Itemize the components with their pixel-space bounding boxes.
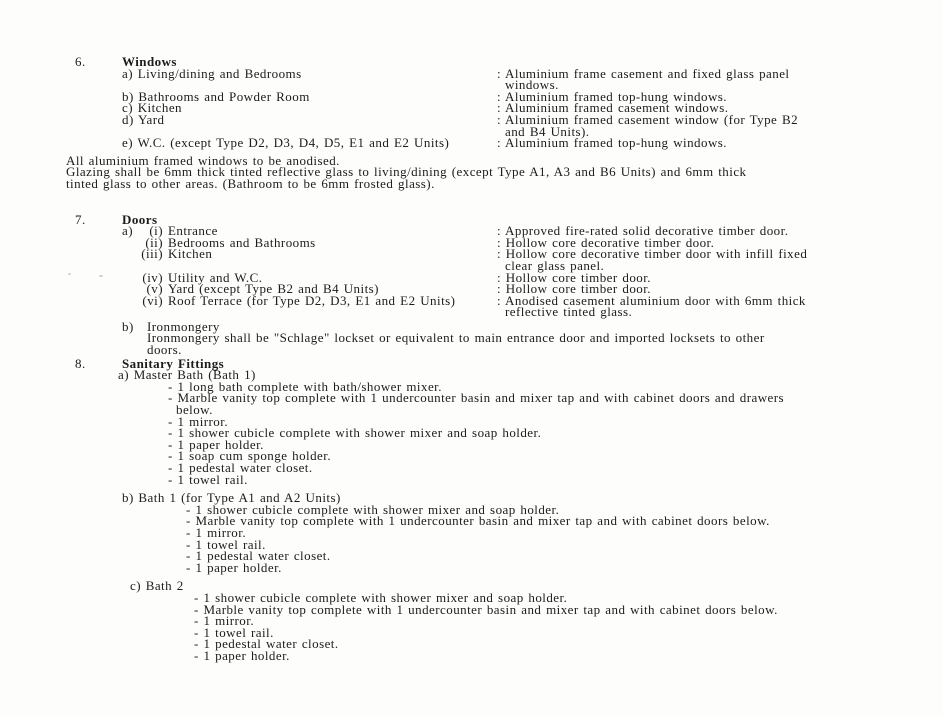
fitting-item <box>194 615 943 627</box>
spec-description-line: : Hollow core timber door. <box>497 269 651 285</box>
item-numeral: (v) <box>146 281 163 297</box>
windows-spec-table <box>122 65 943 151</box>
fitting-item-line: - 1 towel rail. <box>194 624 274 640</box>
fitting-group-bath-1 <box>75 492 943 573</box>
spec-row <box>122 292 943 320</box>
spec-label: a) Living/dining and Bedrooms <box>122 65 302 81</box>
fitting-item-line: - 1 mirror. <box>168 413 229 429</box>
fitting-group-label: c) Bath 2 <box>130 578 184 594</box>
spec-label: d) Yard <box>122 111 165 127</box>
spec-description-line: : Approved fire-rated solid decorative timber door. <box>497 223 789 239</box>
fitting-item-line: - Marble vanity top complete with 1 undercounter basin and mixer tap and with cabinet doors below. <box>194 601 778 617</box>
spec-description-line: : Aluminium framed casement window (for Type B2 <box>497 111 799 127</box>
fitting-item-line: - 1 pedestal water closet. <box>186 548 331 564</box>
spec-label <box>122 292 497 318</box>
fitting-item-line: - 1 shower cubicle complete with shower mixer and soap holder. <box>194 589 568 605</box>
fitting-items <box>194 589 943 663</box>
section-title: Windows <box>122 54 177 69</box>
fitting-item <box>168 427 943 439</box>
section-title: Doors <box>122 211 158 227</box>
spec-description-line: clear glass panel. <box>505 257 605 273</box>
spec-description-line: reflective tinted glass. <box>505 304 633 320</box>
fitting-item-line: - 1 soap cum sponge holder. <box>168 448 332 464</box>
spec-label: e) W.C. (except Type D2, D3, D4, D5, E1 and E2 Units) <box>122 135 450 151</box>
spec-description-line: : Aluminium framed casement windows. <box>497 100 729 116</box>
spec-label: b) Bathrooms and Powder Room <box>122 88 310 104</box>
spec-row <box>122 65 943 93</box>
fitting-item-line: - Marble vanity top complete with 1 undercounter basin and mixer tap and with cabinet doors and drawers <box>168 390 785 406</box>
ironmongery-text-line: doors. <box>147 342 182 358</box>
fitting-group-label: a) Master Bath (Bath 1) <box>118 367 256 383</box>
section-number: 7. <box>75 211 86 227</box>
fitting-item <box>194 647 943 663</box>
item-letter: b) <box>122 318 134 334</box>
item-letter: a) <box>122 223 133 239</box>
fitting-item-line: - 1 shower cubicle complete with shower mixer and soap holder. <box>168 425 542 441</box>
spec-row <box>122 111 943 139</box>
fitting-items <box>186 501 943 575</box>
ironmongery-body <box>147 318 765 358</box>
fitting-group-label: b) Bath 1 (for Type A1 and A2 Units) <box>122 490 341 506</box>
spec-description-line: : Aluminium frame casement and fixed glass panel <box>497 65 790 81</box>
fitting-item <box>168 390 943 418</box>
item-numeral: (iv) <box>142 269 163 285</box>
spec-description-line: windows. <box>505 77 559 93</box>
fitting-item <box>186 515 943 527</box>
fitting-group-master-bath <box>75 369 943 485</box>
fitting-item <box>168 471 943 487</box>
item-name: Roof Terrace (for Type D2, D3, E1 and E2 Units) <box>168 292 456 308</box>
ironmongery-text-line: Ironmongery shall be "Schlage" lockset or equivalent to main entrance door and imported locksets to other <box>147 330 765 346</box>
fitting-items <box>168 378 943 487</box>
fitting-item-line: - 1 long bath complete with bath/shower mixer. <box>168 378 442 394</box>
item-name: Kitchen <box>168 246 213 262</box>
item-numeral: (vi) <box>142 292 163 308</box>
section-title: Sanitary Fittings <box>122 355 225 371</box>
ironmongery-title: Ironmongery <box>147 318 220 334</box>
spec-description-line: : Hollow core decorative timber door with infill fixed <box>497 246 808 262</box>
section-doors <box>75 211 943 358</box>
item-name: Yard (except Type B2 and B4 Units) <box>168 281 379 297</box>
fitting-item <box>186 550 943 562</box>
scan-artifact <box>68 273 71 275</box>
spec-description-line: and B4 Units). <box>505 123 590 139</box>
spec-label: c) Kitchen <box>122 100 183 116</box>
scan-artifact <box>99 275 103 277</box>
fitting-item <box>194 638 943 650</box>
fitting-item <box>186 559 943 575</box>
note-line: Glazing shall be 6mm thick tinted reflective glass to living/dining (except Type A1, A3 and B6 Units) and 6mm thick <box>66 164 747 180</box>
doors-spec-table <box>122 225 943 318</box>
spec-description-line: : Hollow core timber door. <box>497 281 651 297</box>
fitting-item-line: - 1 paper holder. <box>194 647 290 663</box>
fitting-item-line: - 1 mirror. <box>186 524 247 540</box>
spec-row <box>122 137 943 149</box>
spec-description <box>497 248 807 271</box>
item-name: Utility and W.C. <box>168 269 263 285</box>
spec-description <box>497 137 727 149</box>
item-numeral: (ii) <box>145 234 163 250</box>
note-line: All aluminium framed windows to be anodised. <box>66 152 340 168</box>
spec-description-line: : Hollow core decorative timber door. <box>497 234 715 250</box>
fitting-group-bath-2 <box>75 580 943 661</box>
spec-description <box>497 292 806 320</box>
fitting-item-line: - 1 pedestal water closet. <box>194 636 339 652</box>
spec-description-line: : Aluminium framed top-hung windows. <box>497 135 727 151</box>
ironmongery-block <box>122 318 943 358</box>
fitting-item-line: - 1 paper holder. <box>186 559 282 575</box>
fitting-item-line: - 1 shower cubicle complete with shower mixer and soap holder. <box>186 501 560 517</box>
fitting-item-line: - 1 towel rail. <box>186 536 266 552</box>
fitting-item-line: - 1 towel rail. <box>168 471 248 487</box>
spec-description-line: : Aluminium framed top-hung windows. <box>497 88 727 104</box>
fitting-item-line: below. <box>176 402 213 418</box>
fitting-item <box>186 524 943 540</box>
item-numeral: (i) <box>149 223 163 239</box>
fitting-item-line: - 1 pedestal water closet. <box>168 460 313 475</box>
fitting-item <box>168 462 943 474</box>
windows-notes <box>66 152 943 191</box>
spec-label <box>122 248 497 271</box>
fitting-item <box>194 601 943 617</box>
fitting-item-line: - 1 paper holder. <box>168 436 264 452</box>
spec-description-line: : Anodised casement aluminium door with 6mm thick <box>497 292 806 308</box>
spec-description <box>497 65 790 93</box>
fitting-item-line: - 1 mirror. <box>194 613 255 629</box>
item-name: Entrance <box>168 223 218 239</box>
section-windows <box>66 54 943 191</box>
section-number: 8. <box>75 355 86 371</box>
fitting-item-line: - Marble vanity top complete with 1 undercounter basin and mixer tap and with cabinet doors below. <box>186 513 770 529</box>
section-sanitary-fittings <box>75 355 943 663</box>
spec-description <box>497 111 799 139</box>
item-numeral: (iii) <box>141 246 163 262</box>
spec-row <box>122 248 943 271</box>
section-number: 6. <box>75 54 86 69</box>
note-line: tinted glass to other areas. (Bathroom to be 6mm frosted glass). <box>66 175 435 191</box>
item-name: Bedrooms and Bathrooms <box>168 234 316 250</box>
